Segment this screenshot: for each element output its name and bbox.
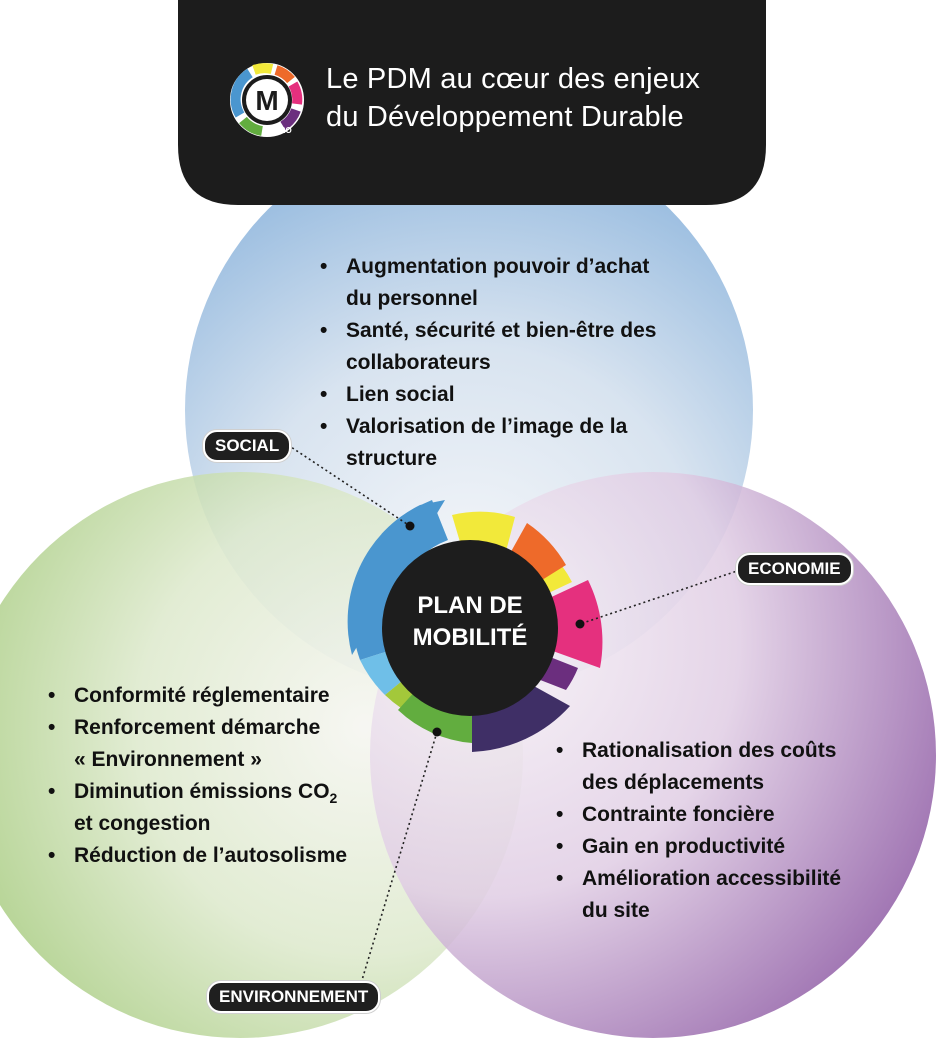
connector-dot-environnement (433, 728, 442, 737)
list-item: • Renforcement démarche « Environnement » (48, 712, 388, 776)
connector-dot-social (406, 522, 415, 531)
title-line-2: du Développement Durable (326, 101, 684, 133)
list-item: • Lien social (320, 379, 720, 411)
center-label: PLAN DE MOBILITÉ (412, 592, 528, 651)
list-item: • Réduction de l’autosolisme (48, 840, 388, 872)
list-item: • Valorisation de l’image de la structure (320, 411, 720, 475)
list-item: • Gain en productivité (556, 831, 886, 863)
social-tag: SOCIAL (203, 430, 291, 462)
list-item: • Diminution émissions $CO_2$ et congestion (48, 776, 388, 840)
list-item: • Conformité réglementaire (48, 680, 388, 712)
title-line-1: Le PDM au cœur des enjeux (326, 63, 701, 95)
environnement-list (48, 680, 388, 872)
page-title (326, 60, 700, 136)
list-item: • Contrainte foncière (556, 799, 886, 831)
list-item: • Augmentation pouvoir d’achat du personnel (320, 251, 720, 315)
list-item: • Santé, sécurité et bien-être des collaborateurs (320, 315, 720, 379)
connector-dot-economie (576, 620, 585, 629)
economie-tag: ECONOMIE (736, 553, 853, 585)
economie-list (556, 735, 886, 927)
social-list (320, 251, 720, 475)
logo-letter: M (255, 85, 279, 116)
environnement-tag: ENVIRONNEMENT (207, 981, 380, 1013)
list-item: • Amélioration accessibilité du site (556, 863, 886, 927)
logo-badge: PRO (274, 126, 292, 135)
list-item: • Rationalisation des coûts des déplacements (556, 735, 886, 799)
